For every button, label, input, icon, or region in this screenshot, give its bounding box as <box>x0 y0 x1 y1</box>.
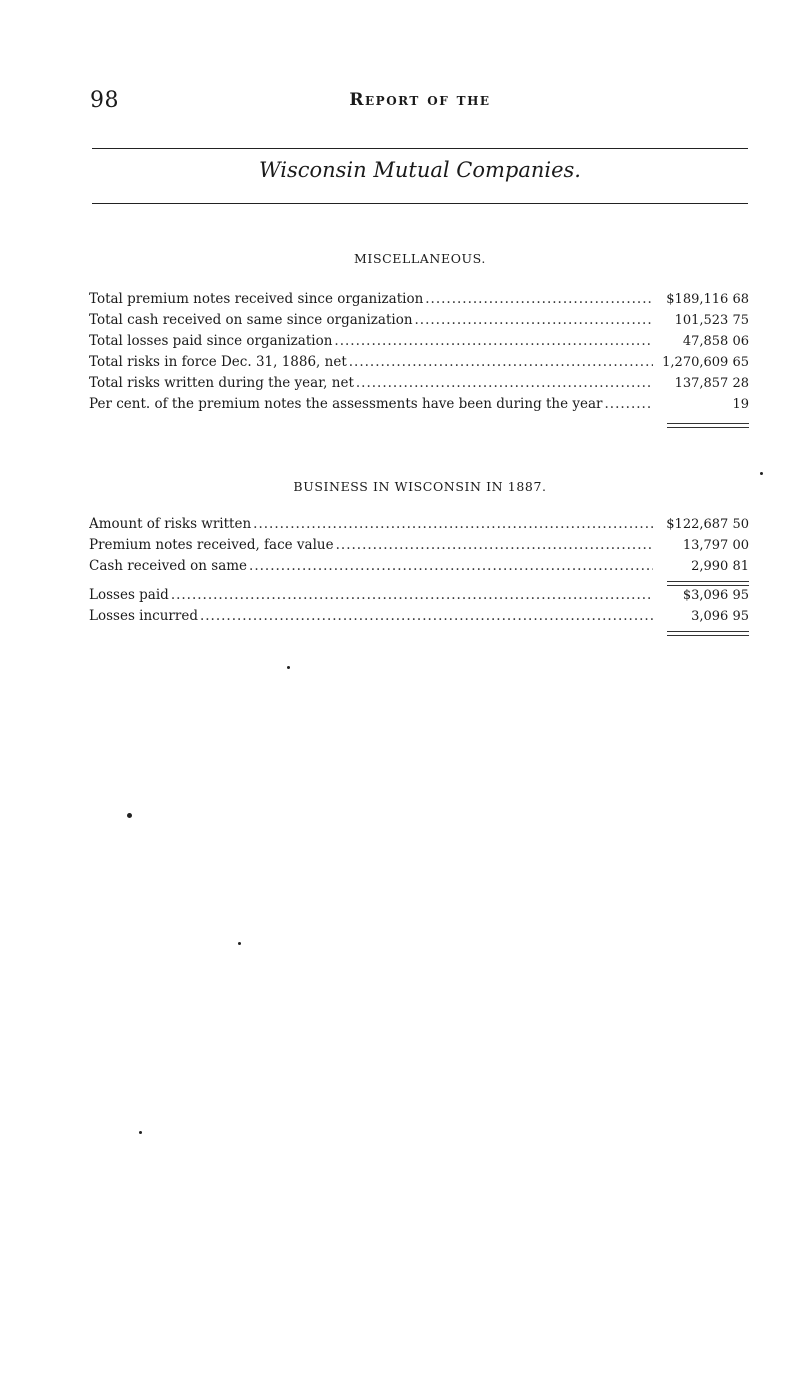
row-label: Premium notes received, face value <box>89 537 334 553</box>
total-double-rule <box>89 421 749 429</box>
row-label: Cash received on same <box>89 558 248 574</box>
misc-heading: MISCELLANEOUS. <box>354 251 486 266</box>
row-value: 3,096 95 <box>691 609 749 624</box>
table-row <box>89 516 749 537</box>
scan-speck <box>238 942 241 945</box>
subtotal-double-rule <box>89 579 749 587</box>
row-value: 1,270,609 65 <box>662 355 749 370</box>
bottom-rule <box>92 203 748 204</box>
dot-leader <box>415 312 653 328</box>
table-row <box>89 558 749 579</box>
dot-leader <box>336 537 653 553</box>
row-label: Total risks written during the year, net <box>89 375 354 391</box>
scan-speck <box>760 472 763 475</box>
row-label: Per cent. of the premium notes the assessments have been during the year <box>89 396 603 412</box>
table-row <box>89 312 749 333</box>
scan-speck <box>139 1131 142 1134</box>
table-row <box>89 291 749 312</box>
table-row <box>89 537 749 558</box>
dot-leader <box>356 375 653 391</box>
row-label: Losses paid <box>89 587 169 603</box>
page-number: 98 <box>90 88 119 113</box>
row-value: 47,858 06 <box>682 334 749 349</box>
business-heading: BUSINESS IN WISCONSIN IN 1887. <box>293 479 547 494</box>
table-row <box>89 396 749 417</box>
dot-leader <box>249 558 653 574</box>
row-value: 19 <box>732 397 749 412</box>
table-row <box>89 375 749 396</box>
business-table <box>89 516 749 637</box>
row-value: 137,857 28 <box>674 376 749 391</box>
row-label: Total cash received on same since organization <box>89 312 413 328</box>
dot-leader <box>171 587 653 603</box>
table-row <box>89 608 749 629</box>
dot-leader <box>200 608 653 624</box>
dot-leader <box>425 291 653 307</box>
dot-leader <box>349 354 653 370</box>
row-value: 2,990 81 <box>691 559 749 574</box>
table-row <box>89 587 749 608</box>
row-value: $3,096 95 <box>682 588 749 603</box>
misc-table <box>89 291 749 429</box>
table-row <box>89 354 749 375</box>
dot-leader <box>253 516 653 532</box>
row-label: Total losses paid since organization <box>89 333 333 349</box>
row-label: Total premium notes received since organization <box>89 291 424 307</box>
row-value: 13,797 00 <box>682 538 749 553</box>
dot-leader <box>334 333 653 349</box>
scan-speck <box>287 666 290 669</box>
row-value: $122,687 50 <box>666 517 749 532</box>
table-row <box>89 333 749 354</box>
row-value: $189,116 68 <box>666 292 749 307</box>
row-label: Amount of risks written <box>89 516 252 532</box>
top-rule <box>92 148 748 149</box>
scan-speck <box>127 813 132 818</box>
section-title: Wisconsin Mutual Companies. <box>259 158 581 182</box>
row-value: 101,523 75 <box>674 313 749 328</box>
running-head: Report of the <box>349 90 491 110</box>
total-double-rule <box>89 629 749 637</box>
row-label: Losses incurred <box>89 608 198 624</box>
dot-leader <box>605 396 653 412</box>
row-label: Total risks in force Dec. 31, 1886, net <box>89 354 347 370</box>
